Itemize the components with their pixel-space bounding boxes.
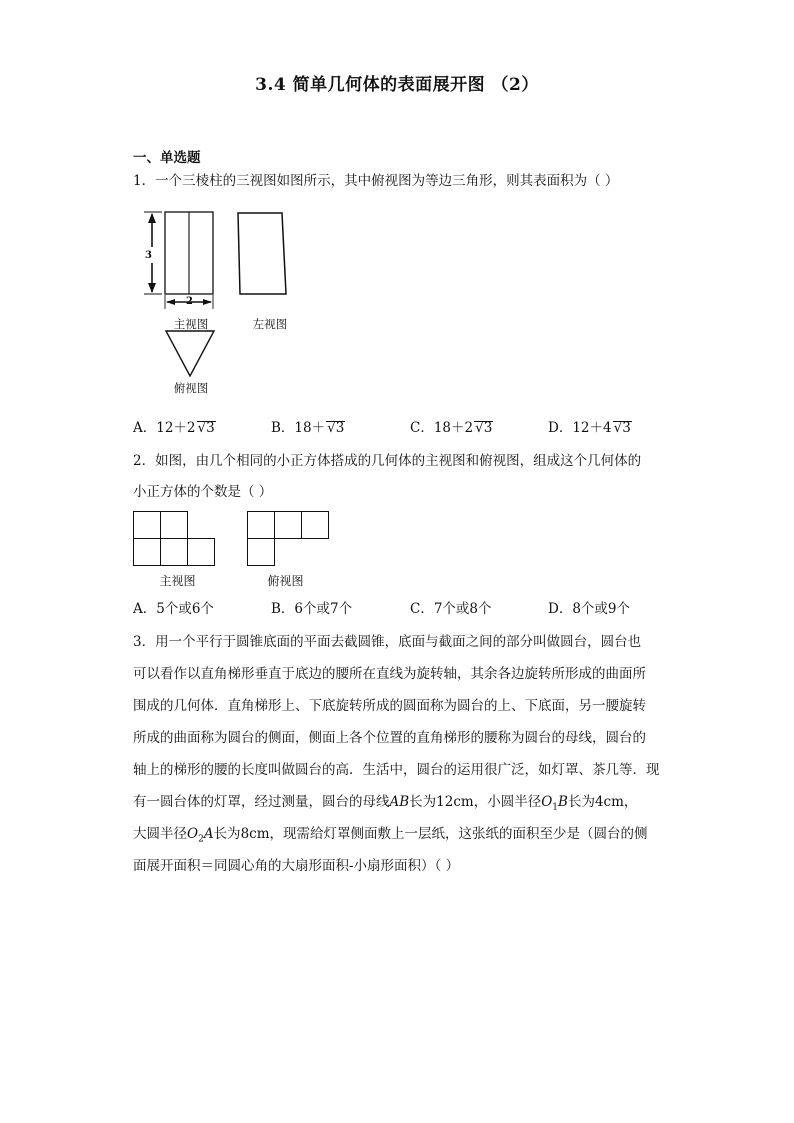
q1-figure-three-views [140, 205, 310, 405]
question-3-line-5: 轴上的梯形的腰的长度叫做圆台的高．生活中，圆台的运用很广泛，如灯罩、茶几等．现 [133, 762, 660, 778]
q2-option-d[interactable]: D．8个或9个 [548, 601, 631, 617]
dim-height-label: 3 [145, 250, 152, 261]
question-3-line-8: 面展开面积＝同圆心角的大扇形面积-小扇形面积）（ ） [133, 858, 460, 874]
top-view-triangle [166, 331, 214, 376]
q2-option-a[interactable]: A．5个或6个 [133, 601, 214, 617]
question-3-line-1: 3．用一个平行于圆锥底面的平面去截圆锥，底面与截面之间的部分叫做圆台，圆台也 [133, 634, 642, 650]
q1-option-b[interactable]: B．18＋ √3 [271, 420, 345, 436]
q1-option-d[interactable]: D．12＋4 √3 [548, 420, 631, 436]
q2-top-view-grid [247, 511, 332, 569]
dim-width-label: 2 [186, 296, 193, 307]
section-heading: 一、单选题 [133, 150, 201, 166]
question-3-line-4: 所成的曲面称为圆台的侧面，侧面上各个位置的直角梯形的腰称为圆台的母线，圆台的 [133, 730, 646, 746]
side-view-rect [238, 213, 286, 294]
q2-front-view-grid [133, 511, 218, 569]
question-2-line-1: 2．如图，由几个相同的小正方体搭成的几何体的主视图和俯视图，组成这个几何体的 [133, 453, 642, 469]
caption-front-view: 主视图 [173, 317, 209, 331]
q2-option-c[interactable]: C．7个或8个 [410, 601, 492, 617]
question-3-line-3: 围成的几何体．直角梯形上、下底旋转所成的圆面称为圆台的上、下底面，另一腰旋转 [133, 698, 646, 714]
question-3-line-7: 大圆半径$O_2A$长为8cm，现需给灯罩侧面敷上一层纸，这张纸的面积至少是（圆台的侧 [133, 826, 648, 845]
question-1-text: 1．一个三棱柱的三视图如图所示，其中俯视图为等边三角形，则其表面积为（ ） [133, 173, 619, 189]
q2-caption-front-view: 主视图 [159, 574, 196, 588]
page-title: 3.4 简单几何体的表面展开图 （2） [255, 75, 539, 95]
question-3-line-6: 有一圆台体的灯罩，经过测量，圆台的母线AB长为12cm，小圆半径$O_1B$长为4cm， [133, 794, 638, 813]
question-3-line-2: 可以看作以直角梯形垂直于底边的腰所在直线为旋转轴，其余各边旋转所形成的曲面所 [133, 666, 646, 682]
q1-option-c[interactable]: C．18＋2 √3 [410, 420, 493, 436]
q2-caption-top-view: 俯视图 [267, 574, 304, 588]
caption-side-view: 左视图 [252, 317, 288, 331]
q1-option-a[interactable]: A．12＋2 √3 [133, 420, 215, 436]
caption-top-view: 俯视图 [173, 381, 209, 395]
q2-option-b[interactable]: B．6个或7个 [271, 601, 353, 617]
question-2-line-2: 小正方体的个数是（ ） [133, 484, 273, 500]
